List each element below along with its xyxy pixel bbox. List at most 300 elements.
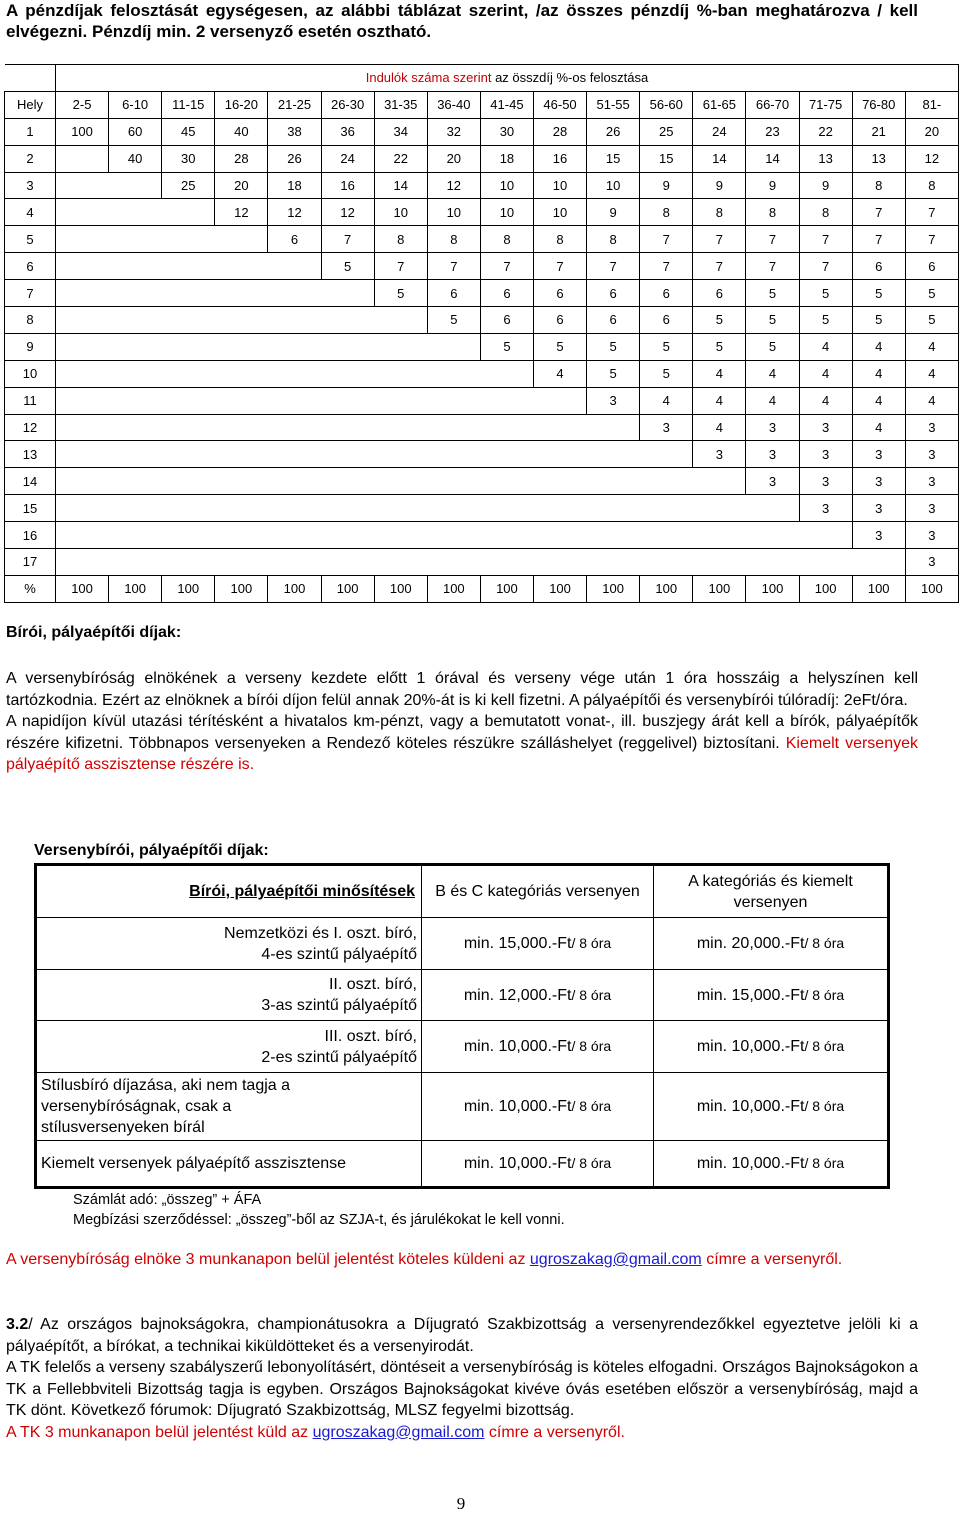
prize-table-empty-cell [215,495,268,522]
fee-row-style-bc [422,1073,654,1140]
prize-table-empty-cell [374,307,427,334]
prize-table-empty-cell [427,522,480,549]
fee-row-3-a [654,1021,887,1072]
prize-table-cell: 7 [905,199,958,226]
prize-table-empty-cell [162,387,215,414]
prize-table-cell: 8 [533,226,586,253]
prize-table-place: 4 [5,199,56,226]
prize-table-cell: 20 [427,145,480,172]
prize-table-cell: 7 [852,199,905,226]
prize-table-empty-cell [162,307,215,334]
prize-table-cell: 12 [905,145,958,172]
prize-table-empty-cell [268,360,321,387]
prize-table-cell: 18 [268,172,321,199]
prize-table-empty-cell [427,414,480,441]
prize-table-empty-cell [587,414,640,441]
prize-table-cell: 25 [640,118,693,145]
fee-row-assistant-bc-amount: min. 10,000.-Ft [463,1155,572,1172]
fee-header-a: A kategóriás és kiemelt versenyen [688,872,853,911]
fee-row-3-label [37,1021,422,1072]
prize-table-empty-cell [640,549,693,576]
prize-table-cell: 8 [427,226,480,253]
prize-table-cell: 8 [905,172,958,199]
prize-table-cell: 6 [852,253,905,280]
prize-table-empty-cell [427,441,480,468]
prize-table-empty-cell [268,495,321,522]
prize-table-cell: 3 [587,387,640,414]
prize-table-empty-cell [640,441,693,468]
prize-table-cell: 5 [693,333,746,360]
prize-table-empty-cell [693,522,746,549]
prize-table-cell: 40 [215,118,268,145]
prize-table-cell: 25 [162,172,215,199]
section-3-2 [6,1314,918,1443]
prize-table-row [5,307,959,334]
intro-text: A pénzdíjak felosztását egységesen, az alábbi táblázat szerint, /az összes pénzdíj %-ban meghatározva / kell elvégezni. Pénzdíj min. 2 versenyző esetén osztható. [6,1,918,41]
prize-table-cell: 7 [427,253,480,280]
prize-table-empty-cell [162,360,215,387]
prize-table-empty-cell [162,414,215,441]
prize-table-total-cell: 100 [905,575,958,602]
prize-table-cell: 8 [852,172,905,199]
prize-table-empty-cell [162,333,215,360]
prize-table-cell: 45 [162,118,215,145]
fee-note-contract: Megbízási szerződéssel: „összeg”-ből az SZJA-t, és járulékokat le kell vonni. [73,1211,565,1228]
prize-table-cell: 5 [480,333,533,360]
prize-table-place: 11 [5,387,56,414]
prize-table-empty-cell [56,333,109,360]
prize-table-cell: 3 [852,441,905,468]
prize-table-empty-cell [799,549,852,576]
prize-table-cell: 28 [215,145,268,172]
prize-table-cell: 3 [799,495,852,522]
prize-table-cell: 3 [799,468,852,495]
prize-table-cell: 7 [480,253,533,280]
prize-table-cell: 6 [640,307,693,334]
prize-table-empty-cell [480,522,533,549]
prize-table-empty-cell [321,387,374,414]
prize-table-total-cell: 100 [321,575,374,602]
prize-table-total-cell: 100 [374,575,427,602]
fee-row-style-label-line-3: stílusversenyeken bírál [41,1119,205,1136]
prize-table-cell: 7 [693,226,746,253]
prize-table-empty-cell [215,387,268,414]
prize-table-empty-cell [374,441,427,468]
prize-table-empty-cell [321,280,374,307]
prize-table-empty-cell [427,333,480,360]
fee-row-style-label-line-1: Stílusbíró díjazása, aki nem tagja a [41,1077,291,1094]
prize-table-empty-cell [109,226,162,253]
section-3-2-paragraph-1 [6,1314,918,1357]
prize-table-cell: 4 [693,360,746,387]
prize-table-empty-cell [321,333,374,360]
prize-table-empty-cell [162,495,215,522]
prize-table-cell: 4 [852,387,905,414]
prize-table-cell: 20 [215,172,268,199]
prize-table-place: 8 [5,307,56,334]
fee-row-assistant [37,1140,887,1186]
prize-table-empty-cell [109,387,162,414]
prize-table-place: 5 [5,226,56,253]
prize-table-cell: 10 [427,199,480,226]
prize-table-column-header: 2-5 [56,91,109,118]
prize-table-empty-cell [109,549,162,576]
fee-row-3-bc-unit: / 8 óra [571,1038,612,1054]
fee-row-3-bc-amount: min. 10,000.-Ft [463,1038,572,1055]
prize-table-empty-cell [109,333,162,360]
prize-table-caption-red: Indulók száma szerint [365,70,492,86]
fee-row-1-label-line-1: Nemzetközi és I. oszt. bíró, [224,924,417,942]
prize-table-cell: 4 [746,387,799,414]
fee-row-2-label-line-1: II. oszt. bíró, [328,976,417,993]
prize-table-cell: 5 [693,307,746,334]
prize-table-empty-cell [215,333,268,360]
prize-table-row [5,468,959,495]
prize-table-place: 15 [5,495,56,522]
prize-table-cell: 5 [905,280,958,307]
prize-table-cell: 6 [533,280,586,307]
prize-table-column-header: 56-60 [640,91,693,118]
prize-table-place: 2 [5,145,56,172]
prize-table-cell: 18 [480,145,533,172]
prize-table-empty-cell [162,199,215,226]
fee-table-heading: Versenybírói, pályaépítői díjak: [34,842,269,859]
fee-row-1 [37,917,887,969]
prize-table-place: 16 [5,522,56,549]
prize-table-header-row [5,91,959,118]
prize-table-total-cell: 100 [746,575,799,602]
prize-table-corner [5,65,56,92]
prize-table-empty-cell [640,495,693,522]
prize-table-empty-cell [533,495,586,522]
fee-row-assistant-bc-unit: / 8 óra [571,1155,612,1171]
prize-table-cell: 16 [533,145,586,172]
section-3-2-paragraph-3-pre: A TK 3 munkanapon belül jelentést küld az [6,1423,313,1441]
prize-table-empty-cell [56,226,109,253]
prize-table-empty-cell [480,360,533,387]
prize-table-empty-cell [56,387,109,414]
fee-row-1-label-line-2: 4-es szintű pályaépítő [261,945,417,963]
prize-table-empty-cell [693,549,746,576]
prize-table-cell: 30 [480,118,533,145]
prize-table-empty-cell [321,360,374,387]
prize-table-cell: 13 [852,145,905,172]
prize-table-empty-cell [374,549,427,576]
prize-table-cell: 4 [852,414,905,441]
judges-paragraph-2 [6,711,918,776]
prize-table-total-cell: 100 [693,575,746,602]
prize-table-empty-cell [533,414,586,441]
prize-table-row [5,199,959,226]
prize-table-cell: 8 [640,199,693,226]
prize-table-empty-cell [56,468,109,495]
prize-table-cell: 13 [799,145,852,172]
prize-table-total-cell: 100 [480,575,533,602]
prize-table-cell: 4 [905,333,958,360]
prize-table-caption-black: az összdíj %-os felosztása [491,70,649,86]
prize-table-cell: 100 [56,118,109,145]
prize-table-empty-cell [215,549,268,576]
fee-row-1-label [37,918,422,969]
prize-table-empty-cell [56,414,109,441]
prize-table-empty-cell [56,253,109,280]
prize-table-column-header: 61-65 [693,91,746,118]
prize-table-total-cell: 100 [852,575,905,602]
prize-table-cell: 8 [799,199,852,226]
prize-table-empty-cell [480,495,533,522]
prize-table-cell: 4 [852,360,905,387]
prize-table-empty-cell [480,549,533,576]
prize-table-column-header: 81- [905,91,958,118]
prize-table-empty-cell [427,468,480,495]
prize-table-total-cell: 100 [56,575,109,602]
prize-table-cell: 7 [693,253,746,280]
prize-table-cell: 3 [746,441,799,468]
prize-table-empty-cell [374,495,427,522]
prize-table-empty-cell [640,468,693,495]
prize-table-cell: 6 [640,280,693,307]
prize-table-row [5,145,959,172]
prize-table-total-row [5,575,959,602]
fee-row-3 [37,1020,887,1072]
prize-table-empty-cell [268,253,321,280]
prize-table-column-header: 41-45 [480,91,533,118]
prize-table-cell: 26 [587,118,640,145]
prize-table-empty-cell [268,468,321,495]
prize-table-cell: 36 [321,118,374,145]
prize-table-empty-cell [321,495,374,522]
prize-table-empty-cell [427,387,480,414]
prize-table-column-header: 46-50 [533,91,586,118]
prize-table-cell: 3 [746,468,799,495]
prize-table-cell: 32 [427,118,480,145]
prize-table-empty-cell [215,226,268,253]
prize-table-empty-cell [268,387,321,414]
prize-table-cell: 12 [268,199,321,226]
prize-table-column-header: 31-35 [374,91,427,118]
prize-table-row [5,253,959,280]
prize-table-empty-cell [109,441,162,468]
prize-table-empty-cell [374,360,427,387]
prize-distribution-table [4,64,959,603]
prize-table-cell: 9 [799,172,852,199]
prize-table-cell: 6 [533,307,586,334]
section-3-2-paragraph-3 [6,1422,918,1444]
prize-table-column-header: 76-80 [852,91,905,118]
prize-table-cell: 3 [905,441,958,468]
prize-table-cell: 6 [427,280,480,307]
fee-row-2-a-unit: / 8 óra [804,986,845,1003]
prize-table-row [5,360,959,387]
prize-table-place: 9 [5,333,56,360]
prize-table-cell: 3 [640,414,693,441]
prize-table-cell: 10 [533,172,586,199]
prize-table-column-header: 36-40 [427,91,480,118]
prize-table-column-header: 6-10 [109,91,162,118]
fee-row-1-a [654,918,887,969]
fee-row-style-a-unit: / 8 óra [804,1098,845,1114]
prize-table-empty-cell [215,253,268,280]
prize-table-cell: 3 [905,522,958,549]
prize-table-empty-cell [587,549,640,576]
prize-table-cell: 7 [746,253,799,280]
prize-table-total-cell: 100 [640,575,693,602]
prize-table-cell: 5 [746,307,799,334]
prize-table-cell: 6 [480,280,533,307]
prize-table-cell: 4 [693,414,746,441]
prize-table-empty-cell [215,360,268,387]
prize-table-cell: 9 [640,172,693,199]
prize-table-cell: 8 [374,226,427,253]
fee-row-assistant-a [654,1141,887,1186]
prize-table-row [5,414,959,441]
fee-header-row [37,866,887,917]
prize-table-cell: 4 [640,387,693,414]
prize-table-empty-cell [693,495,746,522]
prize-table-cell: 23 [746,118,799,145]
prize-table-empty-cell [746,522,799,549]
prize-table-column-header: 71-75 [799,91,852,118]
section-3-2-paragraph-3-post: címre a versenyről. [484,1423,625,1441]
prize-table-cell: 6 [905,253,958,280]
prize-table-empty-cell [56,522,109,549]
prize-table-cell: 7 [799,226,852,253]
prize-table-cell: 14 [374,172,427,199]
prize-table-empty-cell [109,495,162,522]
prize-table-empty-cell [533,441,586,468]
prize-table-place: 7 [5,280,56,307]
fee-row-style-judge [37,1072,887,1140]
prize-table-cell: 3 [905,468,958,495]
prize-table-empty-cell [268,414,321,441]
fee-row-1-a-unit: / 8 óra [804,935,845,951]
prize-table-cell: 5 [640,333,693,360]
fee-row-2-label-line-2: 3-as szintű pályaépítő [261,997,417,1014]
fee-header-bc: B és C kategóriás versenyen [422,866,654,917]
prize-table-empty-cell [480,441,533,468]
prize-table-total-label: % [5,575,56,602]
prize-table-empty-cell [162,280,215,307]
prize-table-empty-cell [374,387,427,414]
prize-table-cell: 40 [109,145,162,172]
prize-table-row [5,549,959,576]
prize-table-cell: 3 [746,414,799,441]
prize-table-empty-cell [109,468,162,495]
prize-table-empty-cell [427,495,480,522]
prize-table-column-header: 11-15 [162,91,215,118]
prize-table-empty-cell [321,522,374,549]
prize-table-cell: 5 [905,307,958,334]
prize-table-cell: 7 [533,253,586,280]
prize-table-column-header: 16-20 [215,91,268,118]
fee-table [34,863,890,1189]
judges-fees-heading: Bírói, pályaépítői díjak: [6,624,182,641]
prize-table-cell: 10 [533,199,586,226]
prize-table-cell: 21 [852,118,905,145]
fee-row-1-a-amount: min. 20,000.-Ft [696,935,805,952]
prize-table-cell: 4 [746,360,799,387]
fee-row-style-label [37,1073,422,1140]
prize-table-column-header: 26-30 [321,91,374,118]
prize-table-empty-cell [268,307,321,334]
prize-table-empty-cell [268,333,321,360]
prize-table-empty-cell [162,226,215,253]
prize-table-cell: 14 [746,145,799,172]
fee-row-3-label-line-1: III. oszt. bíró, [324,1027,417,1045]
prize-table-cell: 34 [374,118,427,145]
prize-table-cell: 7 [587,253,640,280]
prize-table-empty-cell [268,522,321,549]
prize-table-cell: 22 [374,145,427,172]
prize-table-empty-cell [215,441,268,468]
prize-table-empty-cell [56,495,109,522]
prize-table-empty-cell [109,253,162,280]
prize-table-empty-cell [56,549,109,576]
prize-table-cell: 10 [587,172,640,199]
fee-row-2-bc-unit: / 8 óra [571,986,612,1003]
prize-table-cell: 15 [640,145,693,172]
prize-table-empty-cell [215,522,268,549]
prize-table-cell: 3 [799,441,852,468]
fee-notes [73,1191,565,1230]
prize-table-empty-cell [374,468,427,495]
prize-table-empty-cell [268,441,321,468]
judges-paragraph-2-red: Kiemelt versenyek pályaépítő asszisztense részére is. [6,734,918,773]
prize-table-cell: 15 [587,145,640,172]
prize-table-cell: 6 [587,307,640,334]
tk-email-link[interactable]: ugroszakag@gmail.com [312,1423,485,1441]
prize-table-cell: 4 [852,333,905,360]
prize-table-cell: 3 [852,468,905,495]
prize-table-place: 14 [5,468,56,495]
prize-table-empty-cell [374,333,427,360]
prize-table-total-cell: 100 [109,575,162,602]
prize-table-cell: 60 [109,118,162,145]
prize-table-empty-cell [480,387,533,414]
prize-table-cell: 9 [587,199,640,226]
prize-table-cell: 14 [693,145,746,172]
fee-row-style-bc-amount: min. 10,000.-Ft [463,1098,572,1115]
prize-table-place: 17 [5,549,56,576]
prize-table-cell: 3 [852,522,905,549]
prize-table-cell: 12 [215,199,268,226]
fee-row-2 [37,969,887,1020]
prize-table-empty-cell [587,441,640,468]
prize-table-cell: 5 [640,360,693,387]
prize-table-empty-cell [321,307,374,334]
prize-table-cell: 8 [587,226,640,253]
prize-table-empty-cell [374,522,427,549]
prize-table-empty-cell [640,522,693,549]
prize-table-empty-cell [480,414,533,441]
fee-row-2-bc [422,970,654,1020]
fee-row-2-a-amount: min. 15,000.-Ft [696,986,805,1004]
fee-row-style-label-line-2: versenybíróságnak, csak a [41,1098,232,1115]
prize-table-empty-cell [162,522,215,549]
prize-table-cell: 28 [533,118,586,145]
report-email-link[interactable]: ugroszakag@gmail.com [529,1251,702,1268]
prize-table-empty-cell [480,468,533,495]
prize-table-row [5,172,959,199]
prize-table-column-header: 51-55 [587,91,640,118]
report-line-text [6,1249,918,1271]
prize-table-cell: 8 [480,226,533,253]
prize-table-empty-cell [109,199,162,226]
prize-table-empty-cell [268,280,321,307]
prize-table-empty-cell [533,387,586,414]
prize-table-column-header: 66-70 [746,91,799,118]
fee-row-assistant-a-unit: / 8 óra [804,1155,845,1171]
